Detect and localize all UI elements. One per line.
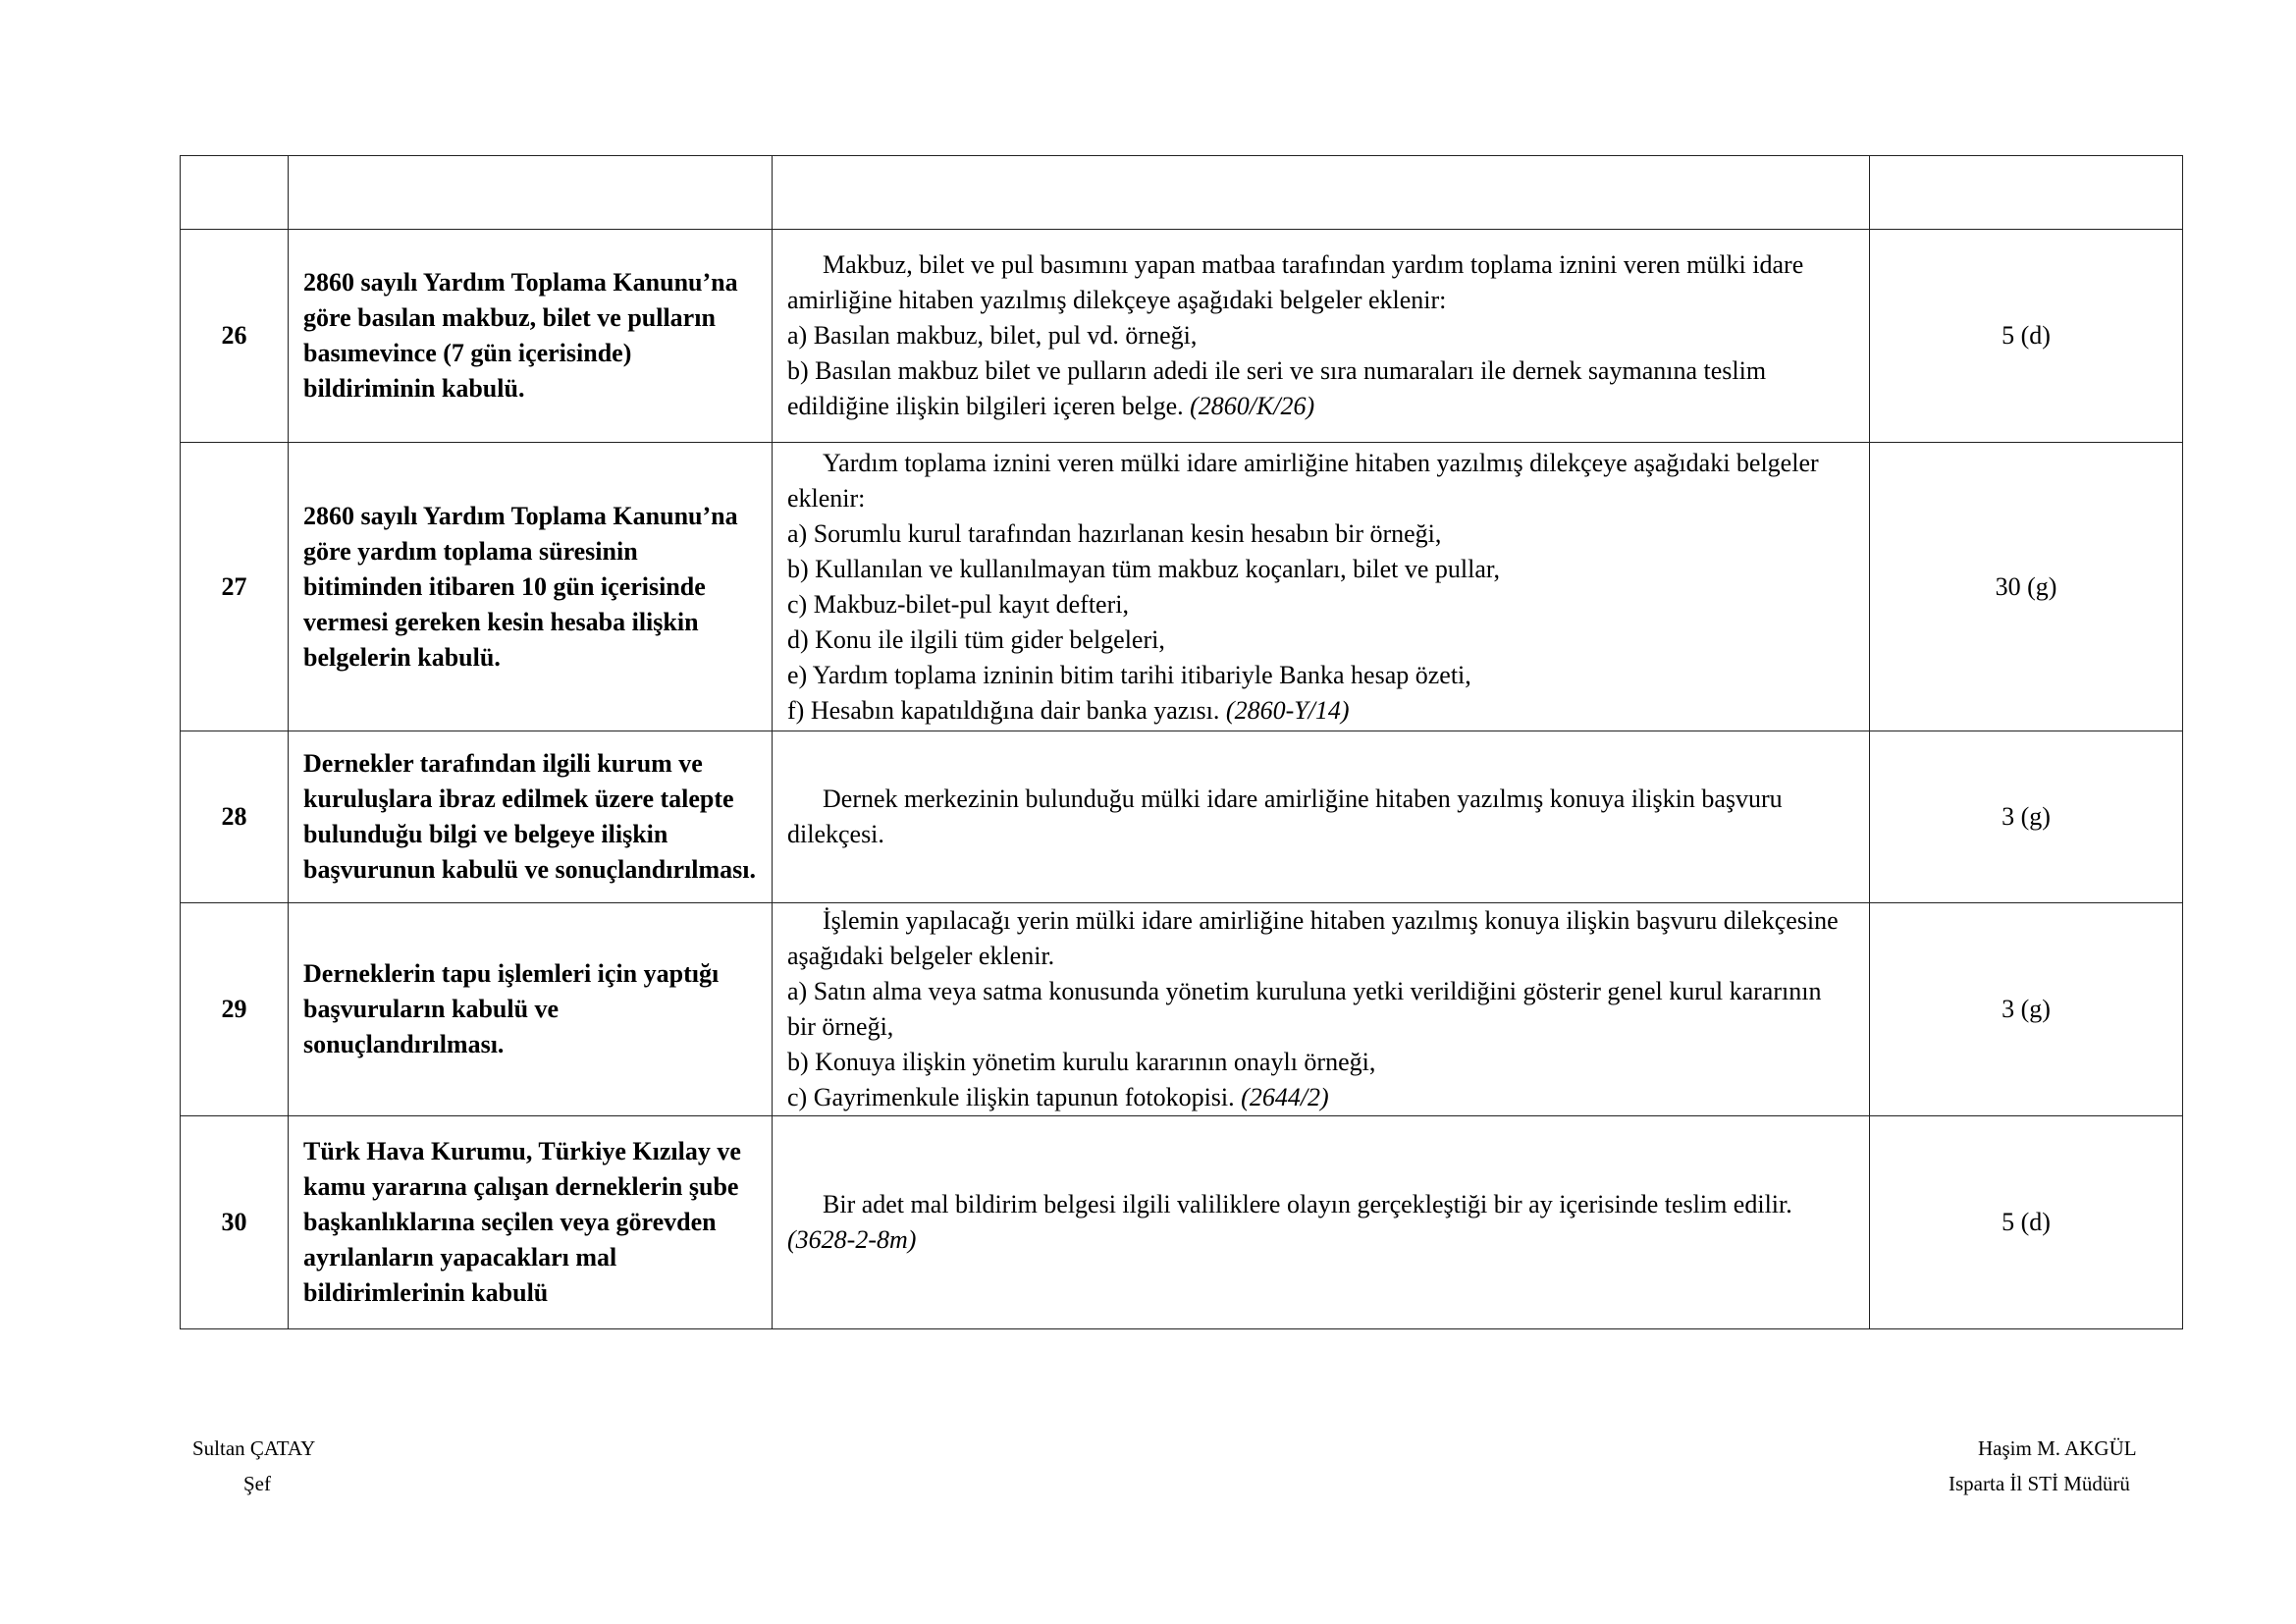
docs-item: c) Gayrimenkule ilişkin tapunun fotokopisi.	[787, 1083, 1235, 1111]
service-name: Derneklerin tapu işlemleri için yaptığı başvuruların kabulü ve sonuçlandırılması.	[289, 903, 773, 1116]
row-number: 27	[181, 443, 289, 731]
legal-reference: (2860-Y/14)	[1225, 695, 1350, 725]
completion-time: 3 (g)	[1870, 903, 2183, 1116]
services-table	[180, 155, 2183, 1329]
row-number: 30	[181, 1116, 289, 1329]
docs-item-with-ref	[787, 353, 1847, 424]
legal-reference: (3628-2-8m)	[787, 1225, 917, 1254]
docs-intro-with-ref	[787, 1187, 1847, 1258]
signatory-name: Haşim M. AKGÜL	[1978, 1436, 2137, 1460]
header-cell-docs	[773, 156, 1870, 230]
docs-item-with-ref	[787, 1080, 1847, 1115]
service-name: Dernekler tarafından ilgili kurum ve kuruluşlara ibraz edilmek üzere talepte bulunduğu bilgi ve belgeye ilişkin başvurunun kabulü ve sonuçlandırılması.	[289, 731, 773, 903]
completion-time: 3 (g)	[1870, 731, 2183, 903]
completion-time: 30 (g)	[1870, 443, 2183, 731]
docs-item: e) Yardım toplama izninin bitim tarihi itibariyle Banka hesap özeti,	[787, 660, 1471, 689]
docs-item: a) Basılan makbuz, bilet, pul vd. örneği,	[787, 321, 1198, 350]
signatory-title: Isparta İl STİ Müdürü	[1949, 1472, 2130, 1495]
docs-intro: Dernek merkezinin bulunduğu mülki idare amirliğine hitaben yazılmış konuya ilişkin başvuru dilekçesi.	[787, 785, 1783, 848]
row-number: 29	[181, 903, 289, 1116]
docs-intro: Makbuz, bilet ve pul basımını yapan matbaa tarafından yardım toplama iznini veren mülki idare amirliğine hitaben yazılmış dilekçeye aşağıdaki belgeler eklenir:	[787, 250, 1804, 314]
required-documents	[773, 443, 1870, 731]
docs-item: b) Basılan makbuz bilet ve pulların adedi ile seri ve sıra numaraları ile dernek saymanına teslim edildiğine ilişkin bilgileri içeren belge.	[787, 356, 1767, 420]
docs-item-with-ref	[787, 693, 1847, 729]
completion-time: 5 (d)	[1870, 230, 2183, 443]
service-name: Türk Hava Kurumu, Türkiye Kızılay ve kamu yararına çalışan derneklerin şube başkanlıklarına seçilen veya görevden ayrılanların yapacakları mal bildirimlerinin kabulü	[289, 1116, 773, 1329]
header-cell-time	[1870, 156, 2183, 230]
docs-item: b) Konuya ilişkin yönetim kurulu kararının onaylı örneği,	[787, 1048, 1376, 1076]
signatory-name: Sultan ÇATAY	[192, 1436, 316, 1460]
legal-reference: (2860/K/26)	[1190, 392, 1315, 420]
signatory-title: Şef	[243, 1472, 271, 1495]
service-name: 2860 sayılı Yardım Toplama Kanunu’na göre basılan makbuz, bilet ve pulların basımevince (7 gün içerisinde) bildiriminin kabulü.	[289, 230, 773, 443]
table-row	[181, 1116, 2183, 1329]
signature-left	[192, 1431, 369, 1501]
row-number: 28	[181, 731, 289, 903]
legal-reference: (2644/2)	[1241, 1083, 1329, 1111]
table-row	[181, 731, 2183, 903]
required-documents	[773, 903, 1870, 1116]
docs-intro: Bir adet mal bildirim belgesi ilgili valiliklere olayın gerçekleştiği bir ay içerisinde teslim edilir.	[823, 1190, 1792, 1218]
docs-intro: Yardım toplama iznini veren mülki idare amirliğine hitaben yazılmış dilekçeye aşağıdaki belgeler eklenir:	[787, 448, 1819, 513]
header-row	[181, 156, 2183, 230]
header-cell-no	[181, 156, 289, 230]
header-cell-name	[289, 156, 773, 230]
docs-item: f) Hesabın kapatıldığına dair banka yazısı.	[787, 695, 1220, 725]
docs-item: c) Makbuz-bilet-pul kayıt defteri,	[787, 589, 1129, 619]
required-documents	[773, 731, 1870, 903]
docs-item: d) Konu ile ilgili tüm gider belgeleri,	[787, 624, 1165, 654]
docs-item: a) Satın alma veya satma konusunda yönetim kuruluna yetki verildiğini gösterir genel kurul kararının bir örneği,	[787, 977, 1822, 1041]
service-name: 2860 sayılı Yardım Toplama Kanunu’na göre yardım toplama süresinin bitiminden itibaren 10 gün içerisinde vermesi gereken kesin hesaba ilişkin belgelerin kabulü.	[289, 443, 773, 731]
table-row	[181, 903, 2183, 1116]
docs-item: a) Sorumlu kurul tarafından hazırlanan kesin hesabın bir örneği,	[787, 518, 1442, 548]
row-number: 26	[181, 230, 289, 443]
signature-right	[1949, 1431, 2164, 1501]
table-row	[181, 230, 2183, 443]
required-documents	[773, 230, 1870, 443]
required-documents	[773, 1116, 1870, 1329]
completion-time: 5 (d)	[1870, 1116, 2183, 1329]
docs-item: b) Kullanılan ve kullanılmayan tüm makbuz koçanları, bilet ve pullar,	[787, 554, 1501, 583]
docs-intro: İşlemin yapılacağı yerin mülki idare amirliğine hitaben yazılmış konuya ilişkin başvuru dilekçesine aşağıdaki belgeler eklenir.	[787, 906, 1839, 970]
table-row	[181, 443, 2183, 731]
